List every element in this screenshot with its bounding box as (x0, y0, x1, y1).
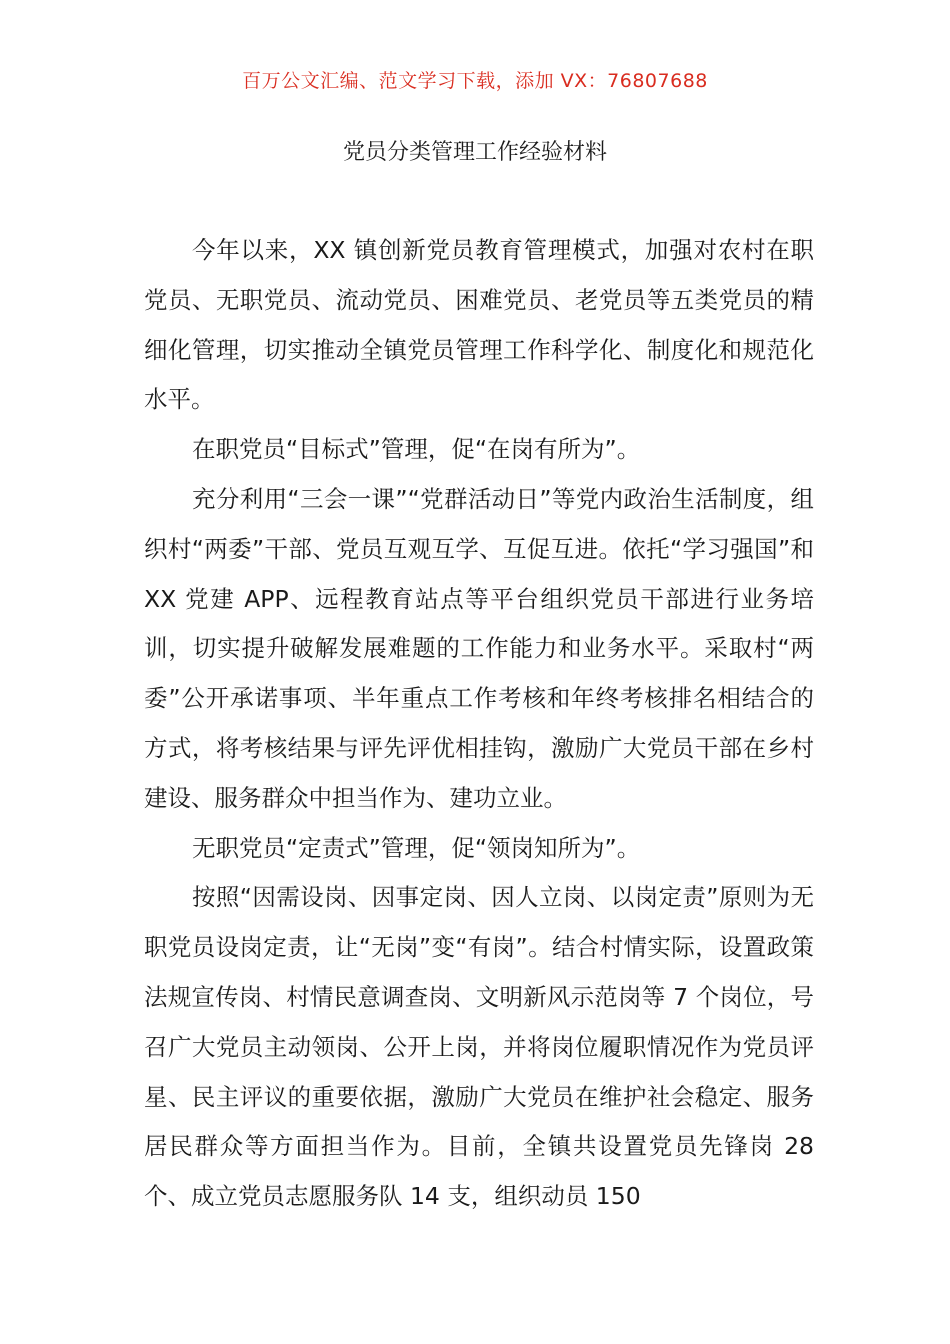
paragraph-intro: 今年以来，XX 镇创新党员教育管理模式，加强对农村在职党员、无职党员、流动党员、困难党员、老党员等五类党员的精细化管理，切实推动全镇党员管理工作科学化、制度化和规范化水平。 (144, 236, 814, 414)
paragraph-unemployed-details: 按照“因需设岗、因事定岗、因人立岗、以岗定责”原则为无职党员设岗定责，让“无岗”变“有岗”。结合村情实际，设置政策法规宣传岗、村情民意调查岗、文明新风示范岗等 7 个岗位，号召广大党员主动领岗、公开上岗，并将岗位履职情况作为党员评星、民主评议的重要依据，激励广大党员在维护社会稳定、服务居民群众等方面担当作为。目前，全镇共设置党员先锋岗 28 个、成立党员志愿服务队 14 支，组织动员 150 (144, 883, 814, 1211)
header-watermark: 百万公文汇编、范文学习下载，添加 VX：76807688 (242, 70, 708, 92)
paragraph-incumbent-details: 充分利用“三会一课”“党群活动日”等党内政治生活制度，组织村“两委”干部、党员互观互学、互促互进。依托“学习强国”和 XX 党建 APP、远程教育站点等平台组织党员干部进行业务培训，切实提升破解发展难题的工作能力和业务水平。采取村“两委”公开承诺事项、半年重点工作考核和年终考核排名相结合的方式，将考核结果与评先评优相挂钩，激励广大党员干部在乡村建设、服务群众中担当作为、建功立业。 (144, 484, 814, 812)
paragraph-heading-unemployed: 无职党员“定责式”管理，促“领岗知所为”。 (192, 833, 641, 862)
paragraph-heading-incumbent: 在职党员“目标式”管理，促“在岗有所为”。 (192, 435, 641, 464)
document-body (144, 226, 814, 1222)
document-title: 党员分类管理工作经验材料 (342, 140, 607, 165)
